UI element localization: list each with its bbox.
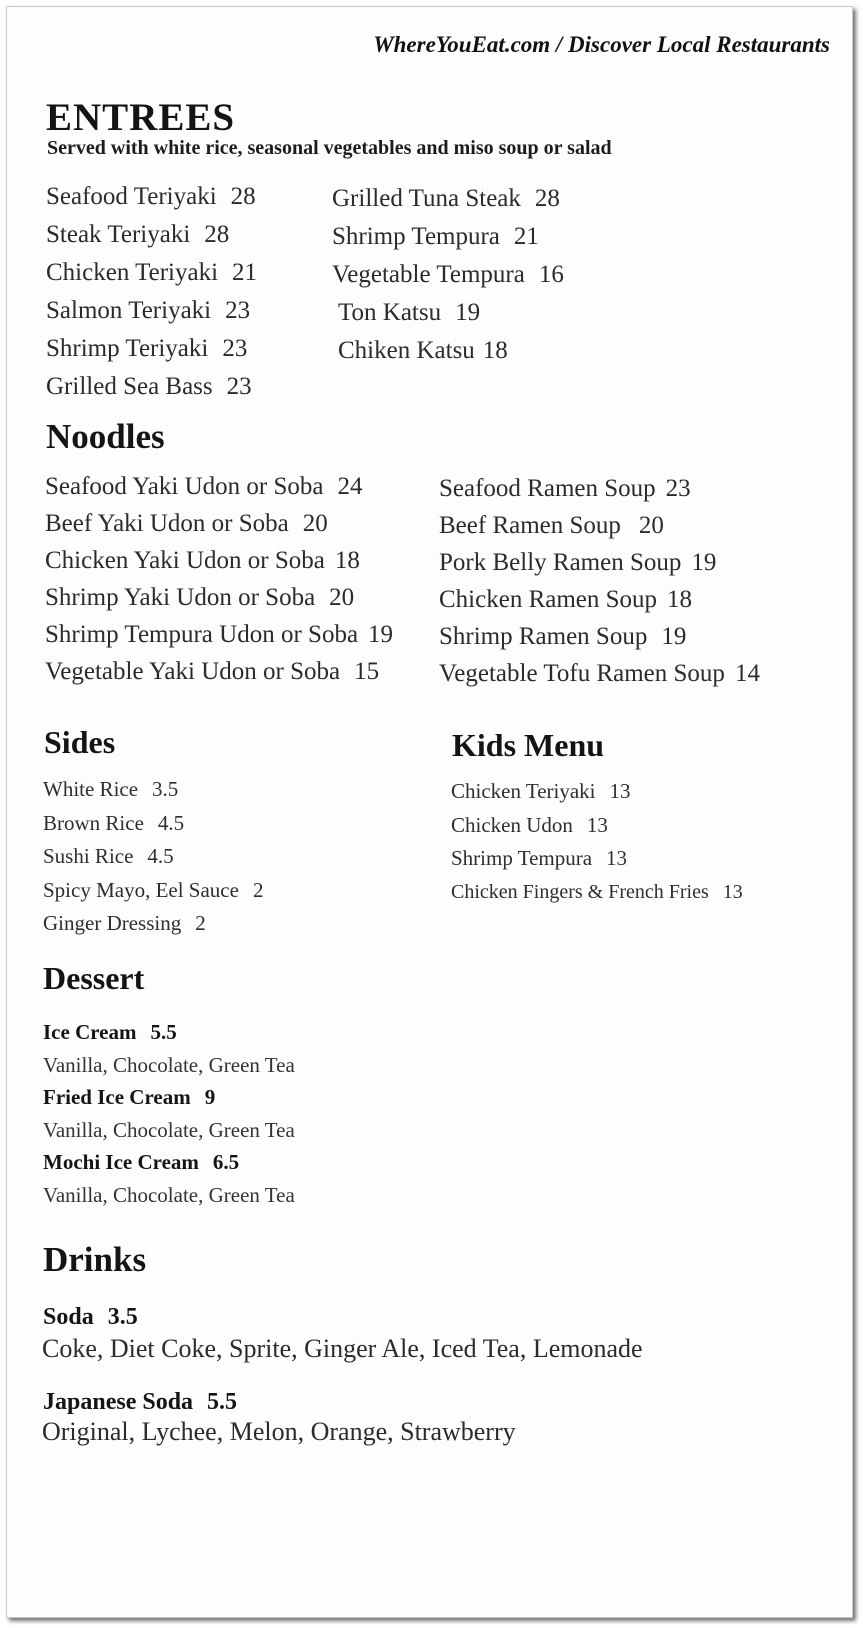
item-name: Sushi Rice — [43, 844, 134, 868]
item-price: 28 — [204, 221, 230, 248]
item-name: Vegetable Yaki Udon or Soba — [45, 658, 341, 685]
item-name: Soda — [43, 1304, 94, 1330]
list-item — [45, 579, 393, 616]
item-name: Grilled Sea Bass — [46, 373, 213, 400]
list-item — [46, 330, 257, 368]
item-price: 5.5 — [150, 1020, 177, 1044]
item-price: 3.5 — [152, 777, 179, 801]
item-name: Vegetable Tempura — [332, 261, 525, 288]
item-price: 13 — [722, 880, 743, 903]
item-price: 4.5 — [157, 810, 185, 835]
sides-heading: Sides — [44, 724, 116, 760]
item-price: 21 — [513, 223, 539, 250]
sides-list — [43, 773, 263, 941]
item-name: Mochi Ice Cream — [43, 1150, 199, 1174]
dessert-heading: Dessert — [43, 960, 145, 996]
item-price: 20 — [638, 512, 664, 539]
list-item — [46, 292, 257, 330]
item-price: 2 — [252, 877, 264, 902]
item-price: 19 — [661, 623, 687, 650]
item-price: 18 — [667, 586, 693, 613]
item-name: Vegetable Tofu Ramen Soup — [439, 660, 725, 687]
list-item — [439, 581, 760, 618]
entrees-heading: ENTREES — [46, 96, 236, 139]
item-price: 23 — [225, 297, 251, 324]
item-price: 20 — [329, 584, 355, 611]
item-name: Chicken Teriyaki — [451, 779, 596, 803]
menu-page — [6, 6, 853, 1618]
item-name: Spicy Mayo, Eel Sauce — [43, 877, 239, 902]
list-item — [451, 775, 743, 809]
list-item — [43, 907, 263, 941]
dessert-list — [43, 1016, 295, 1211]
item-price: 9 — [204, 1085, 216, 1109]
list-item — [332, 256, 564, 294]
item-name: Chicken Yaki Udon or Soba — [45, 547, 325, 574]
drink-flavors: Coke, Diet Coke, Sprite, Ginger Ale, Iced Tea, Lemonade — [42, 1334, 643, 1363]
item-name: Chicken Ramen Soup — [439, 586, 658, 613]
item-name: Steak Teriyaki — [46, 221, 191, 248]
dessert-item-name-row — [43, 1081, 295, 1114]
list-item — [46, 254, 257, 292]
item-name: Japanese Soda — [43, 1389, 194, 1415]
list-item — [43, 807, 263, 841]
noodles-heading: Noodles — [46, 417, 165, 456]
item-price: 4.5 — [147, 844, 174, 868]
item-price: 19 — [691, 549, 717, 576]
list-item — [451, 809, 743, 843]
dessert-flavors: Vanilla, Chocolate, Green Tea — [43, 1117, 295, 1142]
entrees-left-list — [46, 178, 257, 406]
item-price: 23 — [665, 475, 691, 502]
dessert-item-name-row — [43, 1016, 295, 1049]
list-item — [332, 332, 564, 370]
list-item — [439, 544, 760, 581]
item-name: Chicken Fingers & French Fries — [451, 880, 709, 903]
item-name: Shrimp Ramen Soup — [439, 623, 648, 650]
item-price: 6.5 — [212, 1150, 240, 1174]
entrees-subtitle: Served with white rice, seasonal vegetables and miso soup or salad — [47, 137, 612, 159]
item-price: 15 — [354, 658, 380, 685]
item-price: 13 — [586, 812, 608, 837]
item-name: Beef Ramen Soup — [439, 512, 621, 539]
item-name: Ice Cream — [43, 1020, 137, 1044]
list-item — [332, 294, 564, 332]
item-name: Seafood Teriyaki — [46, 183, 217, 210]
item-price: 21 — [232, 259, 258, 286]
item-name: Seafood Yaki Udon or Soba — [45, 473, 324, 500]
item-name: Seafood Ramen Soup — [439, 475, 656, 502]
item-price: 2 — [195, 911, 206, 935]
list-item — [43, 840, 263, 874]
item-price: 14 — [734, 660, 760, 687]
kids-menu-heading: Kids Menu — [452, 727, 605, 763]
item-name: Shrimp Teriyaki — [46, 335, 209, 362]
drink-flavors: Original, Lychee, Melon, Orange, Strawberry — [42, 1417, 516, 1446]
list-item — [45, 505, 393, 542]
item-price: 28 — [230, 183, 256, 210]
item-price: 19 — [455, 299, 481, 326]
drinks-heading: Drinks — [43, 1240, 147, 1279]
item-name: Fried Ice Cream — [43, 1085, 191, 1109]
item-price: 24 — [337, 473, 363, 500]
item-price: 20 — [302, 510, 328, 537]
list-item — [43, 773, 263, 807]
list-item — [45, 468, 393, 505]
item-name: Brown Rice — [43, 810, 144, 835]
item-name: Shrimp Yaki Udon or Soba — [45, 584, 316, 611]
item-name: Shrimp Tempura — [332, 223, 500, 250]
item-price: 3.5 — [107, 1304, 138, 1330]
dessert-flavors: Vanilla, Chocolate, Green Tea — [43, 1182, 295, 1207]
list-item — [332, 180, 564, 218]
item-price: 18 — [482, 337, 508, 364]
item-price: 19 — [368, 621, 394, 648]
item-name: Grilled Tuna Steak — [332, 185, 521, 212]
list-item — [439, 655, 760, 692]
item-name: Beef Yaki Udon or Soba — [45, 510, 289, 537]
noodles-right-list — [439, 470, 760, 692]
list-item — [45, 542, 393, 579]
list-item — [46, 178, 257, 216]
list-item — [439, 470, 760, 507]
item-name: Chiken Katsu — [338, 337, 475, 364]
drink-name-row — [43, 1304, 138, 1331]
item-name: Salmon Teriyaki — [46, 297, 212, 324]
list-item — [451, 876, 743, 910]
item-price: 5.5 — [207, 1389, 238, 1415]
site-banner: WhereYouEat.com / Discover Local Restaurants — [373, 32, 830, 57]
item-name: Pork Belly Ramen Soup — [439, 549, 682, 576]
kids-menu-list — [451, 775, 743, 909]
item-price: 23 — [222, 335, 248, 362]
item-name: Chicken Teriyaki — [46, 259, 219, 286]
item-name: Ton Katsu — [338, 299, 442, 326]
list-item — [451, 842, 743, 876]
item-price: 13 — [609, 779, 631, 803]
item-name: Shrimp Tempura Udon or Soba — [45, 621, 359, 648]
noodles-left-list — [45, 468, 393, 690]
list-item — [439, 507, 760, 544]
item-name: Ginger Dressing — [43, 911, 182, 935]
entrees-right-list — [332, 180, 564, 370]
item-name: Chicken Udon — [451, 812, 573, 837]
dessert-item-name-row — [43, 1146, 295, 1179]
list-item — [332, 218, 564, 256]
item-price: 16 — [538, 261, 564, 288]
item-price: 18 — [334, 547, 360, 574]
item-price: 23 — [226, 373, 252, 400]
item-price: 28 — [534, 185, 560, 212]
item-name: Shrimp Tempura — [451, 846, 593, 870]
list-item — [46, 368, 257, 406]
list-item — [439, 618, 760, 655]
item-price: 13 — [606, 846, 628, 870]
list-item — [45, 653, 393, 690]
dessert-flavors: Vanilla, Chocolate, Green Tea — [43, 1052, 295, 1077]
drink-name-row — [43, 1389, 237, 1416]
item-name: White Rice — [43, 777, 139, 801]
list-item — [46, 216, 257, 254]
list-item — [45, 616, 393, 653]
list-item — [43, 874, 263, 908]
